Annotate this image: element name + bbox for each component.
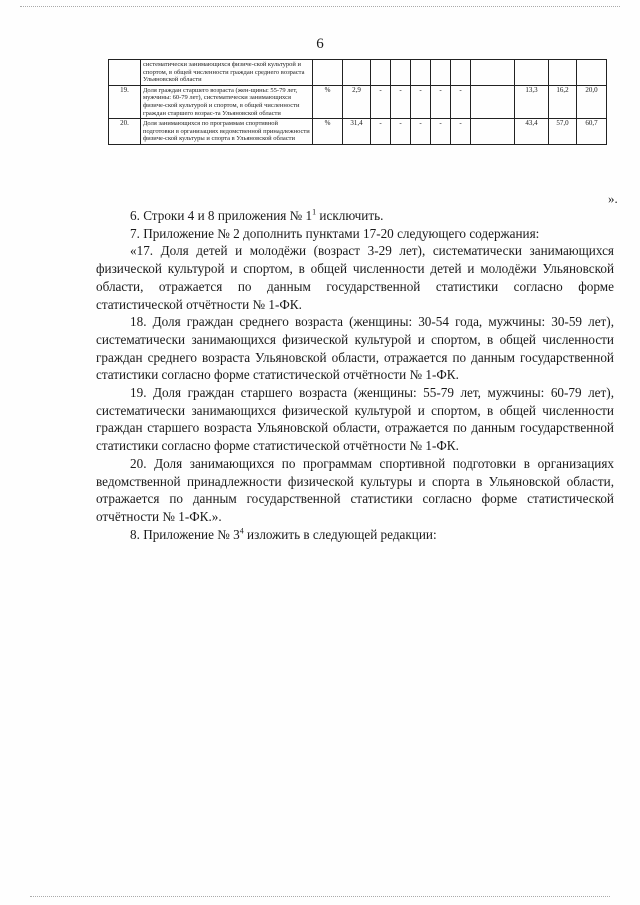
cell: 20,0 (577, 85, 607, 118)
cell: 2,9 (343, 85, 371, 118)
table-row (109, 119, 607, 145)
cell: - (391, 85, 411, 118)
paragraph-19: 19. Доля граждан старшего возраста (женщины: 55-79 лет, мужчины: 60-79 лет), систематически занимающихся физической культурой и спортом, в общей численности граждан старшего возраста Ульяновской области, отражается по данным государственной статистики согласно форме статистической отчётности № 1-ФК. (96, 385, 614, 454)
paragraph-20: 20. Доля занимающихся по программам спортивной подготовки в организациях ведомственной принадлежности физической культуры и спорта в Ульяновской области, отражается по данным государственной статистики согласно форме статистической отчётности № 1-ФК.». (96, 455, 614, 524)
row-description: Доля граждан старшего возраста (жен-щины: 55-79 лет, мужчины: 60-79 лет), систематически занимающихся физиче-ской культурой и спортом, в общей численности граждан старшего возрас-та Ульяновской области (141, 85, 313, 118)
cell (471, 119, 515, 145)
cell (471, 85, 515, 118)
cell: - (451, 119, 471, 145)
cell: 57,0 (549, 119, 577, 145)
cell: - (371, 85, 391, 118)
cell: 31,4 (343, 119, 371, 145)
cell (471, 60, 515, 86)
cell (515, 60, 549, 86)
row-number: 20. (109, 119, 141, 145)
cell: - (431, 85, 451, 118)
paragraph-17: «17. Доля детей и молодёжи (возраст 3-29 лет), систематически занимающихся физической культурой и спортом, в общей численности детей и молодёжи Ульяновской области, отражается по данным государственной статистики согласно форме статистической отчётности № 1-ФК. (96, 243, 614, 312)
cell (371, 60, 391, 86)
cell (577, 60, 607, 86)
paragraph-8 (96, 526, 614, 544)
cell (411, 60, 431, 86)
footnote-mark: 1 (312, 207, 317, 217)
row-description: Доля занимающихся по программам спортивной подготовки в организациях ведомственной принадлежности физиче-ской культуры и спорта в Ульяновской области (141, 119, 313, 145)
cell: - (431, 119, 451, 145)
cell: - (371, 119, 391, 145)
paragraph-8-text: 8. Приложение № 3 (130, 526, 240, 542)
paragraph-18: 18. Доля граждан среднего возраста (женщины: 30-54 года, мужчины: 30-59 лет), систематически занимающихся физической культурой и спортом, в общей численности граждан среднего возраста Ульяновской области, отражается по данным государственной статистики согласно форме статистической отчётности № 1-ФК. (96, 314, 614, 383)
paragraph-6-text: 6. Строки 4 и 8 приложения № 1 (130, 208, 313, 223)
indicator-table (108, 59, 607, 145)
cell: - (411, 85, 431, 118)
cell (343, 60, 371, 86)
table-row (109, 85, 607, 118)
row-description: систематически занимающихся физиче-ской культурой и спортом, в общей численности граждан среднего возраста Ульяновской области (141, 60, 313, 86)
page-number: 6 (316, 36, 324, 52)
cell (451, 60, 471, 86)
paragraph-6 (96, 207, 614, 225)
cell: - (411, 119, 431, 145)
scan-noise-top (20, 6, 620, 8)
paragraph-6-tail: исключить. (316, 208, 384, 223)
row-number (109, 60, 141, 86)
scan-noise-bottom (30, 896, 610, 898)
document-body (96, 207, 614, 543)
cell: 13,3 (515, 85, 549, 118)
row-unit: % (313, 85, 343, 118)
table-row (109, 60, 607, 86)
footnote-mark: 4 (239, 526, 244, 536)
row-number: 19. (109, 85, 141, 118)
cell (391, 60, 411, 86)
paragraph-7: 7. Приложение № 2 дополнить пунктами 17-20 следующего содержания: (130, 225, 540, 241)
cell: 60,7 (577, 119, 607, 145)
cell: - (451, 85, 471, 118)
cell: - (391, 119, 411, 145)
row-unit: % (313, 119, 343, 145)
cell (431, 60, 451, 86)
cell: 43,4 (515, 119, 549, 145)
cell: 16,2 (549, 85, 577, 118)
paragraph-8-tail: изложить в следующей редакции: (243, 526, 437, 542)
table-closing-quote: ». (608, 191, 618, 206)
row-unit (313, 60, 343, 86)
cell (549, 60, 577, 86)
